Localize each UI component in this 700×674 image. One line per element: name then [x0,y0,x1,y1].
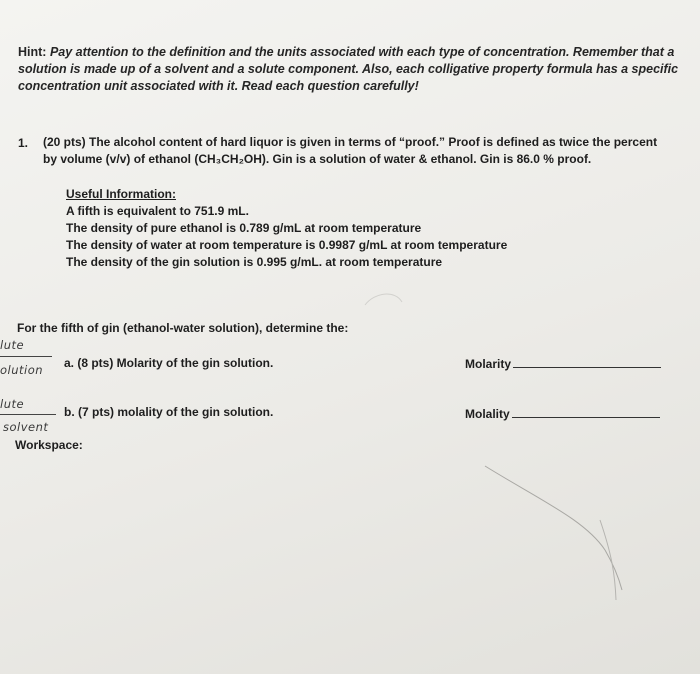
workspace-label: Workspace: [15,438,83,452]
handwritten-note-b-top: lute [0,397,25,411]
part-a-text: a. (8 pts) Molarity of the gin solution. [64,356,274,370]
handwritten-note-a-top: lute [0,338,25,352]
handwritten-note-a-bottom: olution [0,363,44,377]
pencil-stroke [600,520,616,600]
question-text-line-1: (20 pts) The alcohol content of hard liquor is given in terms of “proof.” Proof is defined as twice the percent [43,135,658,149]
useful-information-title: Useful Information: [66,187,176,201]
question-text-line-2: by volume (v/v) of ethanol (CH₃CH₂OH). Gin is a solution of water & ethanol. Gin is 86.0 % proof. [43,152,592,166]
useful-item: The density of pure ethanol is 0.789 g/mL at room temperature [66,221,422,235]
question-number: 1. [18,136,29,150]
part-b-text: b. (7 pts) molality of the gin solution. [64,405,274,419]
useful-item: The density of water at room temperature is 0.9987 g/mL at room temperature [66,238,508,252]
handwritten-note-b-bottom: solvent [3,420,49,434]
determine-prompt: For the fifth of gin (ethanol-water solution), determine the: [17,321,349,335]
molarity-label: Molarity [465,357,512,371]
useful-item: A fifth is equivalent to 751.9 mL. [66,204,249,218]
molality-label: Molality [465,407,510,421]
pencil-stroke [365,294,402,305]
pencil-stroke [485,466,622,590]
hint-text: Pay attention to the definition and the units associated with each type of concentration. Remember that a solution is made up of a solvent and a solute component. Also, each colligative property formula has a specific concentration unit associated with it. Read each question carefully! [18,45,679,93]
useful-item: The density of the gin solution is 0.995 g/mL. at room temperature [66,255,443,269]
hint-lead: Hint: [18,45,47,59]
